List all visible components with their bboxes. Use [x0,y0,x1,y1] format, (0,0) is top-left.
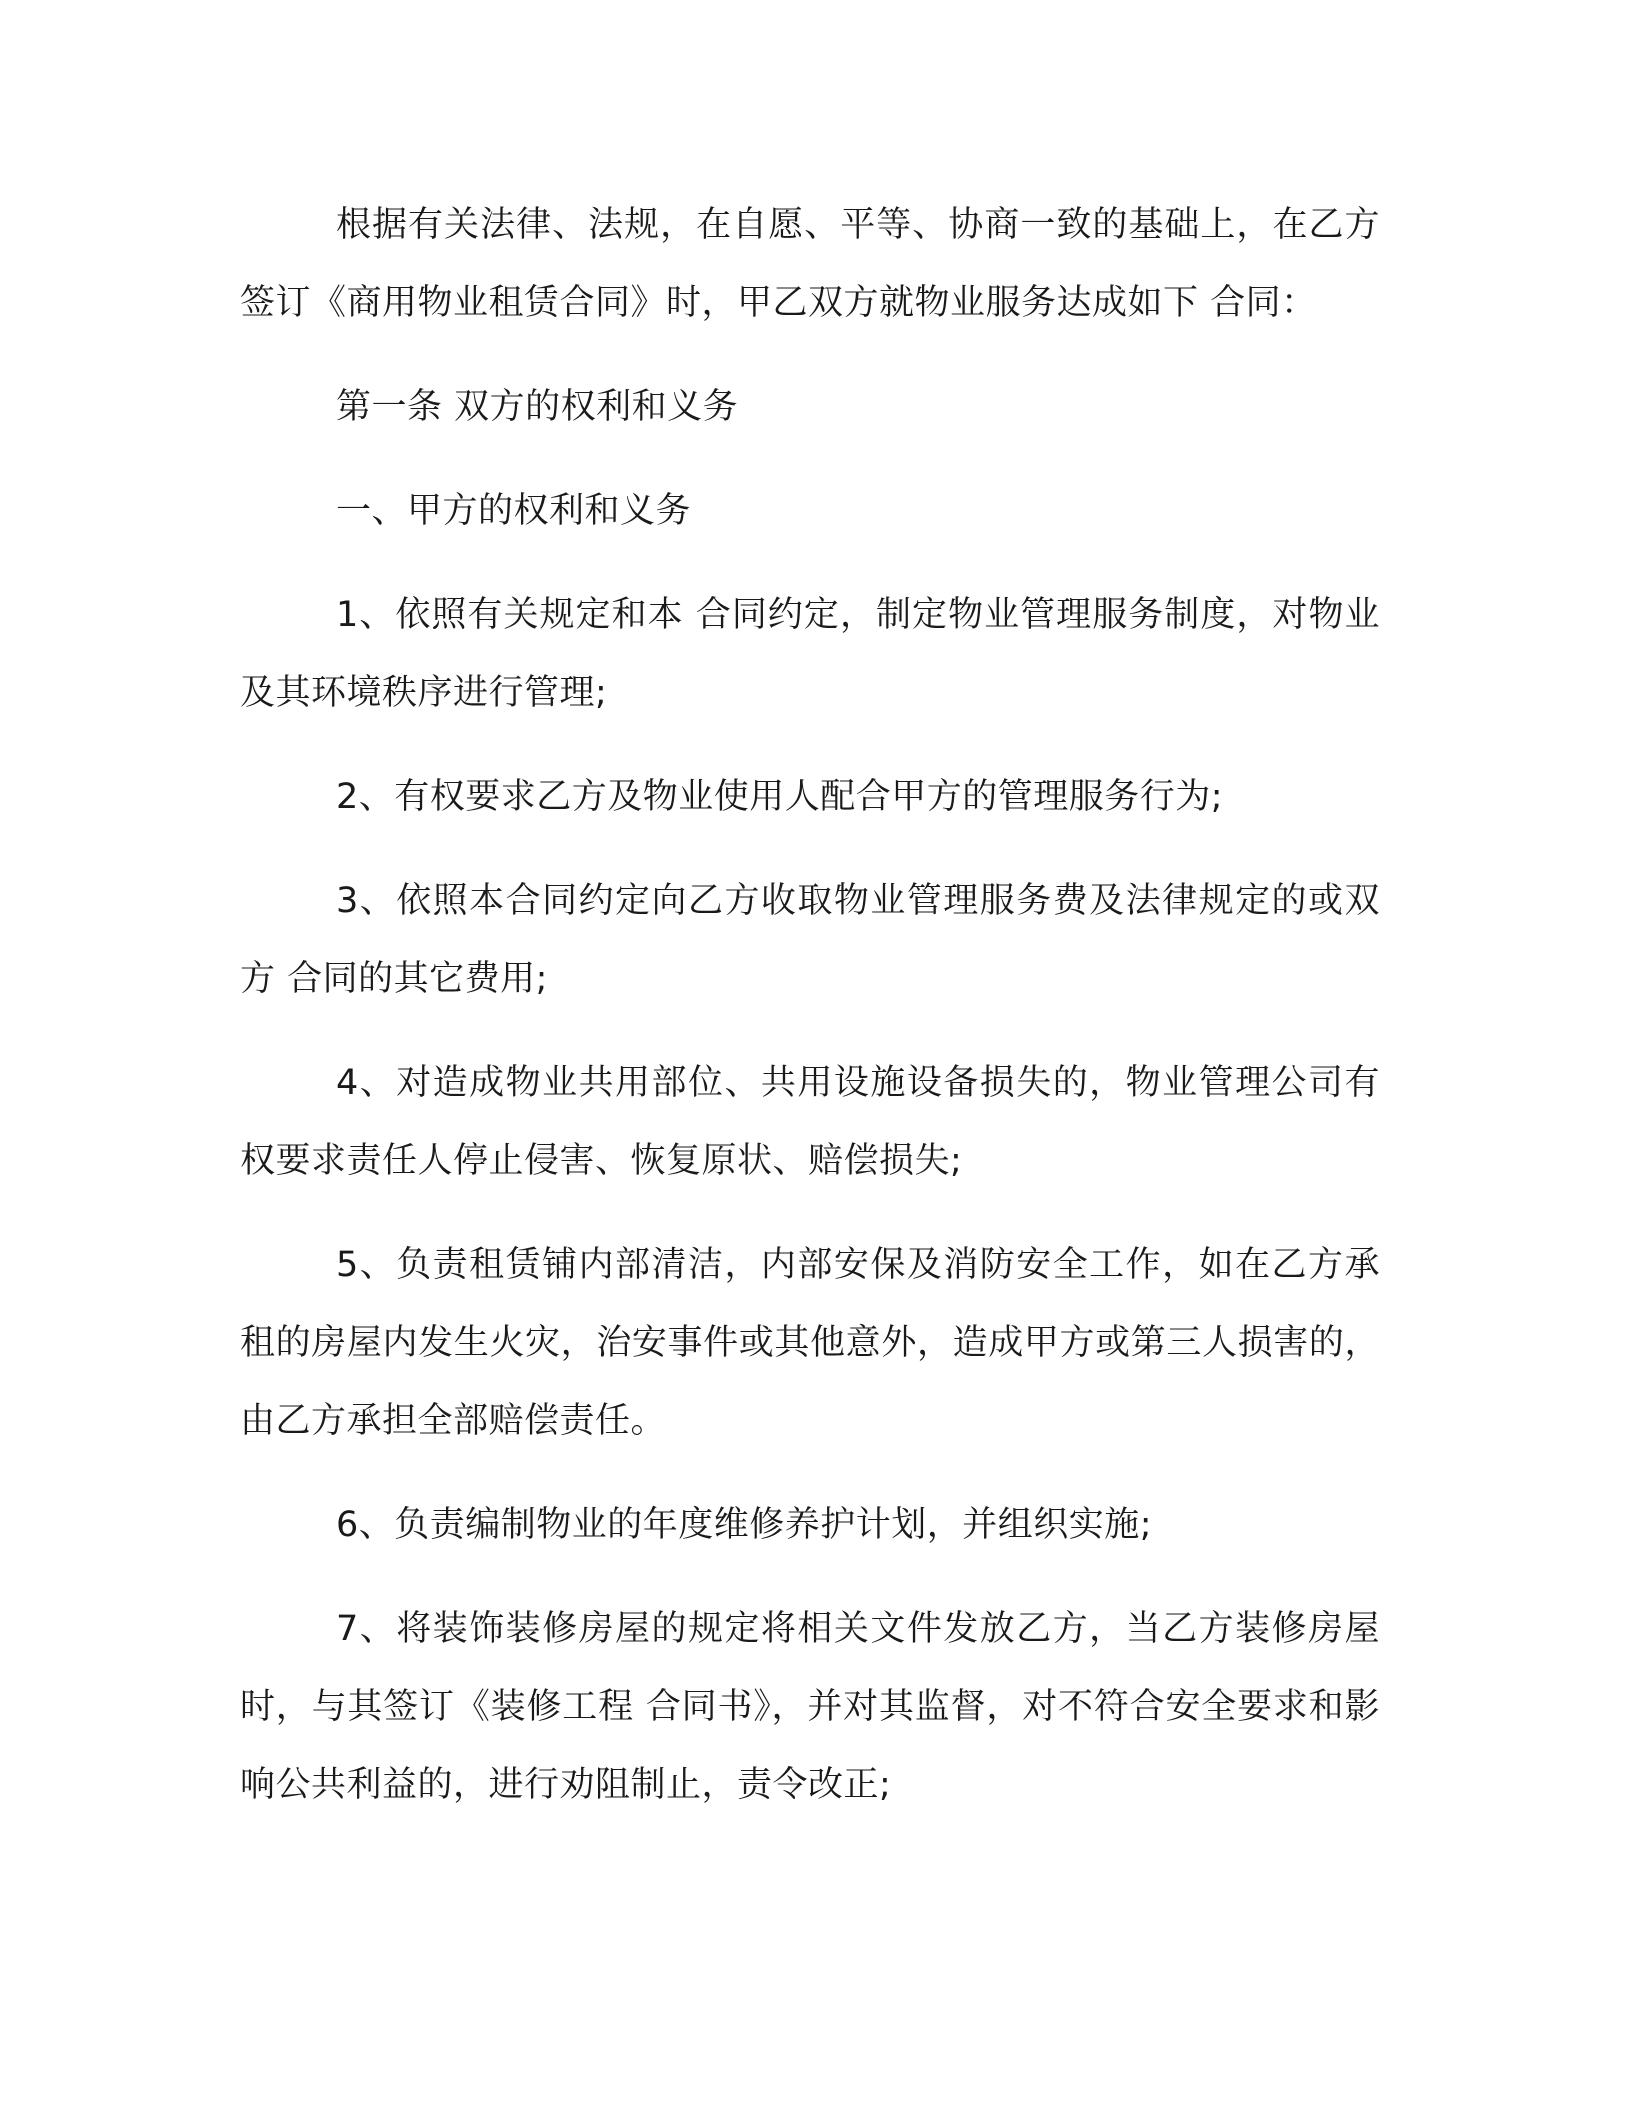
clause-item-2: 2、有权要求乙方及物业使用人配合甲方的管理服务行为; [336,777,1224,817]
preamble-paragraph: 根据有关法律、法规，在自愿、平等、协商一致的基础上，在乙方签订《商用物业租赁合同》时，甲乙双方就物业服务达成如下 合同： [240,205,1380,323]
document-body [240,186,1380,1824]
clause-item-7: 7、将装饰装修房屋的规定将相关文件发放乙方，当乙方装修房屋时，与其签订《装修工程 合同书》，并对其监督，对不符合安全要求和影响公共利益的，进行劝阻制止，责令改正; [240,1609,1380,1805]
clause-item-6: 6、负责编制物业的年度维修养护计划，并组织实施; [336,1505,1153,1545]
clause-item-3: 3、依照本合同约定向乙方收取物业管理服务费及法律规定的或双方 合同的其它费用; [240,881,1380,999]
section-heading: 一、甲方的权利和义务 [336,491,692,531]
clause-item-4: 4、对造成物业共用部位、共用设施设备损失的，物业管理公司有权要求责任人停止侵害、恢复原状、赔偿损失; [240,1063,1380,1181]
clause-item-5: 5、负责租赁铺内部清洁，内部安保及消防安全工作，如在乙方承租的房屋内发生火灾，治安事件或其他意外，造成甲方或第三人损害的，由乙方承担全部赔偿责任。 [240,1245,1380,1441]
article-heading: 第一条 双方的权利和义务 [336,387,739,427]
clause-item-1: 1、依照有关规定和本 合同约定，制定物业管理服务制度，对物业及其环境秩序进行管理; [240,595,1380,713]
